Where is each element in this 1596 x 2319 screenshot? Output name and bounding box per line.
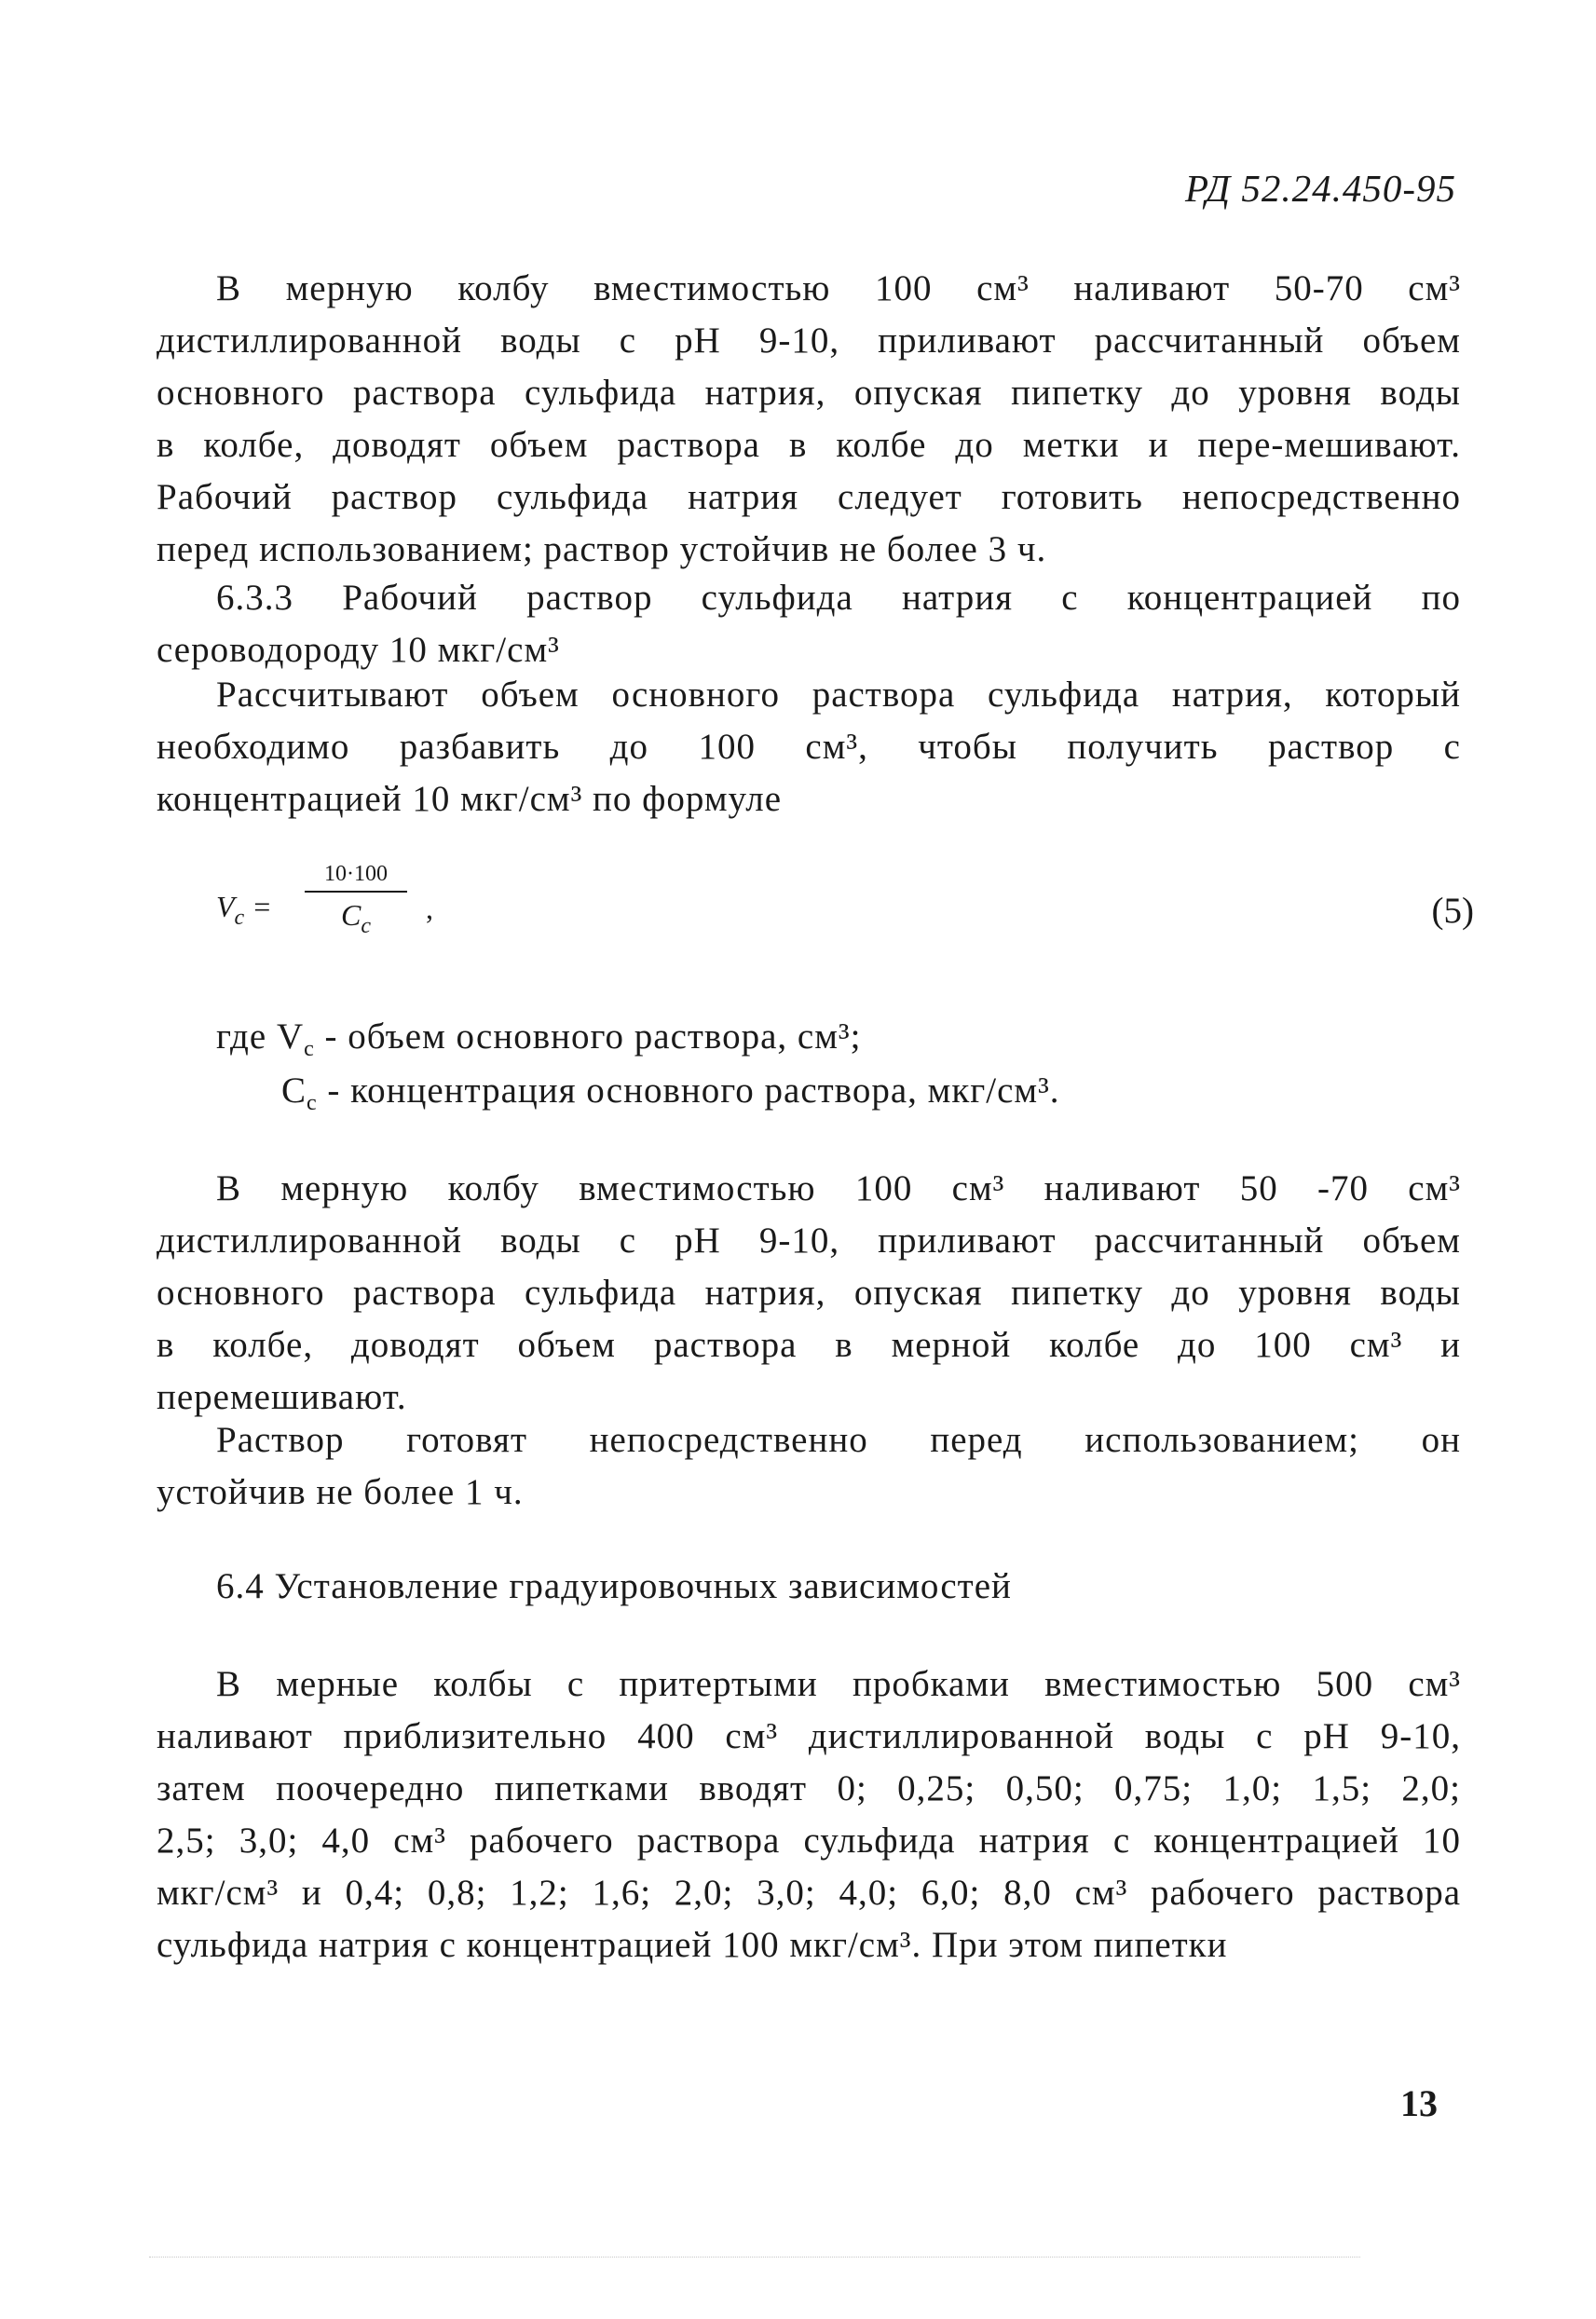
text-line: В мерную колбу вместимостью 100 см³ наливают 50-70 см³ [216,268,1461,308]
paragraph-stability-note [157,1414,1461,1519]
text-line: дистиллированной воды с pH 9-10, приливают рассчитанный объем [157,321,1461,361]
page-number: 13 [1400,2082,1438,2124]
scan-artifact-line [149,2257,1360,2258]
definition-vc: где $V_c$ - объем основного раствора, см³; [216,1016,862,1061]
text-line: дистиллированной воды с pH 9-10, приливают рассчитанный объем [157,1221,1461,1261]
text-line: в колбе, доводят объем раствора в мерной колбе до 100 см³ и [157,1325,1461,1365]
section-6-3-3-heading [157,572,1461,676]
paragraph-calculate-volume [157,669,1461,825]
text-line: сульфида натрия с концентрацией 100 мкг/см³. При этом пипетки [157,1925,1228,1965]
formula-comma: , [426,892,433,925]
text-line: Рабочий раствор сульфида натрия следует готовить непосредственно [157,477,1461,517]
definition-cc: $C_c$ - концентрация основного раствора, мкг/см³. [281,1071,1060,1115]
formula-fraction [305,862,407,938]
section-6-4-heading: 6.4 Установление градуировочных зависимостей [216,1566,1012,1606]
text-line: 2,5; 3,0; 4,0 см³ рабочего раствора сульфида натрия с концентрацией 10 [157,1821,1461,1861]
formula-lhs: $V_c$ = [216,890,272,930]
paragraph-working-solution-prep [157,263,1461,576]
text-line: перемешивают. [157,1377,407,1417]
text-line: мкг/см³ и 0,4; 0,8; 1,2; 1,6; 2,0; 3,0; 4,0; 6,0; 8,0 см³ рабочего раствора [157,1873,1461,1913]
formula-denominator: $C_c$ [341,898,371,938]
formula-5 [216,862,1474,974]
text-line: В мерную колбу вместимостью 100 см³ наливают 50 -70 см³ [216,1168,1461,1208]
text-line: устойчив не более 1 ч. [157,1472,524,1512]
text-line: в колбе, доводят объем раствора в колбе до метки и пере-мешивают. [157,425,1461,465]
text-line: перед использованием; раствор устойчив не более 3 ч. [157,529,1047,569]
text-line: Раствор готовят непосредственно перед использованием; он [216,1420,1461,1460]
text-line: 6.3.3 Рабочий раствор сульфида натрия с концентрацией по [216,578,1461,618]
paragraph-calibration-procedure [157,1658,1461,1971]
text-line: концентрацией 10 мкг/см³ по формуле [157,779,783,819]
formula-numerator: 10·100 [305,862,407,893]
paragraph-flask-dilution [157,1163,1461,1424]
text-line: Рассчитывают объем основного раствора сульфида натрия, который [216,675,1461,715]
document-code-header: РД 52.24.450-95 [1185,167,1456,210]
text-line: затем поочередно пипетками вводят 0; 0,25; 0,50; 0,75; 1,0; 1,5; 2,0; [157,1768,1461,1808]
text-line: основного раствора сульфида натрия, опуская пипетку до уровня воды [157,373,1461,413]
text-line: сероводороду 10 мкг/см³ [157,630,560,670]
text-line: необходимо разбавить до 100 см³, чтобы получить раствор с [157,727,1461,767]
text-line: В мерные колбы с притертыми пробками вместимостью 500 см³ [216,1664,1461,1704]
equation-number: (5) [1431,891,1474,931]
text-line: наливают приблизительно 400 см³ дистиллированной воды с pH 9-10, [157,1716,1461,1756]
text-line: основного раствора сульфида натрия, опуская пипетку до уровня воды [157,1273,1461,1313]
